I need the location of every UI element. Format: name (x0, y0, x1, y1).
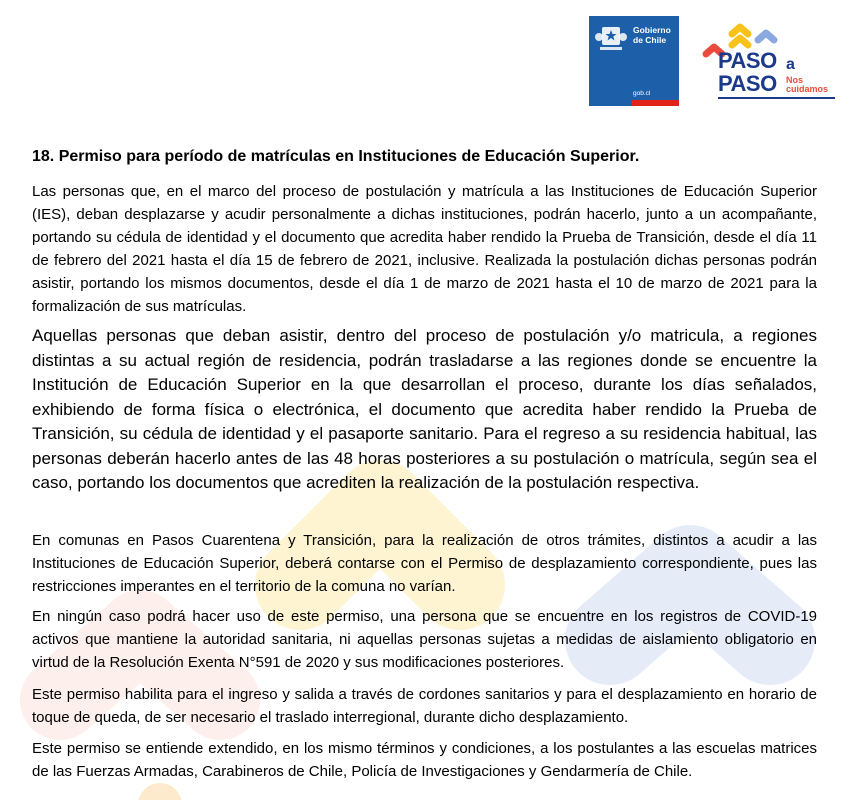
paragraph-1: Las personas que, en el marco del proceso de postulación y matrícula a las Instituciones de Educación Superior (IES), deban desplazarse y acudir personalmente a dichas instituciones, podrán hacerlo, junto a un acompañante, portando su cédula de identidad y el documento que acredita haber rendido la Prueba de Transición, desde el día 11 de febrero del 2021 hasta el día 15 de febrero de 2021, inclusive. Realizada la postulación dichas personas podrán asistir, portando los mismos documentos, desde el día 1 de marzo de 2021 hasta el 10 de marzo de 2021 para la formalización de sus matrículas. (32, 183, 817, 315)
watermark-yellow-dot (138, 783, 182, 800)
paragraph-5: Este permiso habilita para el ingreso y salida a través de cordones sanitarios y para el desplazamiento en horario de toque de queda, de ser necesario el traslado interregional, durante dicho desplazamiento. (32, 686, 817, 726)
paragraph-3: En comunas en Pasos Cuarentena y Transición, para la realización de otros trámites, distintos a acudir a las Instituciones de Educación Superior, deberá contarse con el Permiso de desplazamiento correspondiente, pues las restricciones imperantes en el territorio de la comuna no varían. (32, 532, 817, 595)
paragraph-6: Este permiso se entiende extendido, en los mismo términos y condiciones, a los postulantes a las escuelas matrices de las Fuerzas Armadas, Carabineros de Chile, Policía de Investigaciones y Gendarmería de Chile. (32, 740, 817, 780)
gobierno-de-chile-logo (589, 16, 679, 106)
gob-logo-text: Gobierno de Chile (633, 25, 671, 45)
paso-logo-word1: PASO (718, 48, 777, 73)
paso-logo-slogan: Nos cuidamos (786, 75, 829, 94)
gob-bar-blue (589, 100, 632, 106)
paso-logo-underline (718, 97, 835, 99)
paragraph-4: En ningún caso podrá hacer uso de este permiso, una persona que se encuentre en los registros de COVID-19 activos que mantiene la autoridad sanitaria, ni aquellas personas sujetas a medidas de aislamiento obligatorio en virtud de la Resolución Exenta N°591 de 2020 y sus modificaciones posteriores. (32, 608, 817, 671)
section-title: 18. Permiso para período de matrículas en Instituciones de Educación Superior. (32, 148, 640, 165)
paso-logo-a: a (786, 56, 795, 73)
paragraph-2: Aquellas personas que deban asistir, dentro del proceso de postulación y/o matricula, a regiones distintas a su actual región de residencia, podrán trasladarse a las regiones donde se encuentre la Institución de Educación Superior en la que desarrollan el proceso, durante los días señalados, exhibiendo de forma física o electrónica, el documento que acredita haber rendido la Prueba de Transición, su cédula de identidad y el pasaporte sanitario. Para el regreso a su residencia habitual, las personas deberán hacerlo antes de las 48 horas posteriores a su postulación o matrícula, según sea el caso, portando los documentos que acrediten la realización de la postulación respectiva. (32, 326, 817, 492)
gob-logo-url: gob.cl (633, 90, 651, 97)
paso-a-paso-logo (700, 18, 840, 104)
paso-logo-word2: PASO (718, 71, 777, 96)
gob-bar-red (632, 100, 679, 106)
coat-of-arms-icon (594, 23, 628, 53)
